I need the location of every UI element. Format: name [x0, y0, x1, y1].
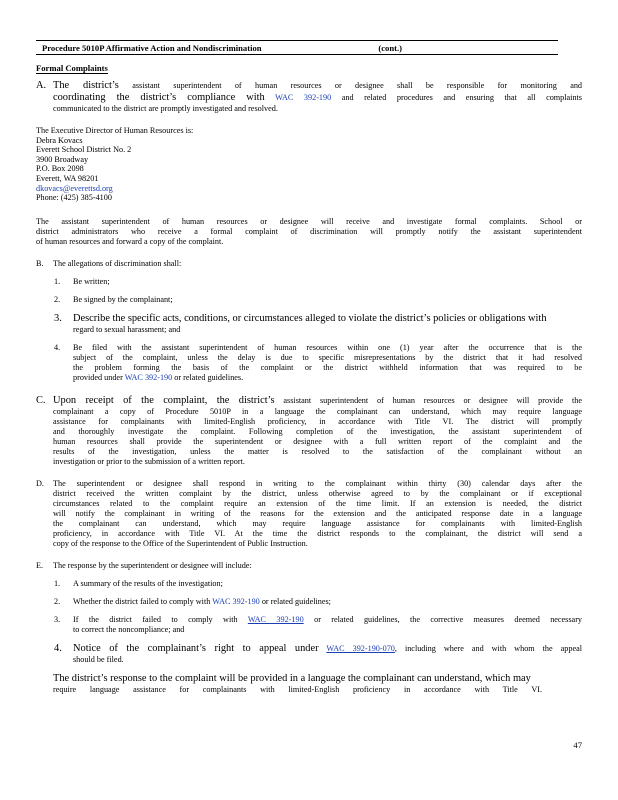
section-title: Formal Complaints	[36, 63, 108, 73]
section-d-label: D.	[36, 478, 44, 488]
receive-paragraph	[36, 217, 582, 247]
contact-street: 3900 Broadway	[36, 154, 89, 164]
section-d-line2: district received the written complaint by the district, unless otherwise agreed to by the complainant or if exceptional	[53, 488, 582, 498]
list-line: to correct the noncompliance; and	[73, 624, 185, 634]
section-c-line7: investigation or prior to the submission of a written report.	[53, 456, 245, 466]
list-text: Be signed by the complainant;	[73, 294, 173, 304]
list-line: the problem forming the basis of the complaint or the district withheld information that was required to be	[73, 362, 582, 372]
list-number: 3.	[54, 614, 61, 624]
list-item	[54, 615, 582, 635]
section-c-line5: human resources shall provide the superintendent or designee with a full written report of the complaint and the	[53, 436, 582, 446]
list-line: Be filed with the assistant superintendent of human resources within one (1) year after the occurrence that is the	[73, 342, 582, 352]
wac-link[interactable]: WAC 392-190	[247, 614, 304, 624]
list-item	[54, 277, 582, 287]
list-text-bold: Notice of the complainant’s right to appeal under	[73, 642, 319, 654]
section-d-line6: proficiency, in accordance with Title VI. At the time the district responds to the complainant, the district will send a	[53, 528, 582, 538]
list-item	[54, 295, 582, 305]
receive-line1: The assistant superintendent of human resources or designee will receive and investigate formal complaints. School or	[36, 216, 582, 226]
document-page	[36, 40, 582, 695]
contact-name: Debra Kovacs	[36, 135, 83, 145]
receive-line3: of human resources and forward a copy of the complaint.	[36, 236, 224, 246]
section-c-line4: and thoroughly investigate the complaint. Following completion of the investigation, the assistant superintendent of	[53, 426, 582, 436]
page-number: 47	[573, 740, 582, 750]
section-c-label: C.	[36, 394, 46, 406]
list-text: A summary of the results of the investigation;	[73, 578, 223, 588]
continued-label: (cont.)	[378, 43, 402, 53]
contact-org: Everett School District No. 2	[36, 145, 132, 155]
section-e-label: E.	[36, 560, 44, 570]
section-b-intro: The allegations of discrimination shall:	[53, 258, 182, 268]
section-c-line6: results of the investigation, unless the matter is resolved to the satisfaction of the complainant without an	[53, 446, 582, 456]
section-a-line2: and related procedures and ensuring that all complaints	[341, 93, 582, 102]
contact-email-link[interactable]: dkovacs@everettsd.org	[36, 183, 113, 193]
list-line: should be filed.	[73, 654, 124, 664]
section-c	[36, 395, 582, 467]
list-line: provided under	[73, 372, 123, 382]
list-number: 1.	[54, 276, 61, 286]
contact-intro: The Executive Director of Human Resources is:	[36, 126, 194, 135]
section-a-line1: assistant superintendent of human resources or designee shall be responsible for monitoring and	[132, 81, 583, 90]
section-d-line7: copy of the response to the Office of the Superintendent of Public Instruction.	[53, 538, 308, 548]
section-a	[36, 80, 582, 114]
section-d-line5: the complainant can understand, which may require language assistance for complainants with limited-English	[53, 518, 582, 528]
section-a-line3: communicated to the district are promptly investigated and resolved.	[53, 104, 278, 113]
contact-box: P.O. Box 2098	[36, 164, 84, 174]
wac-link[interactable]: WAC 392-190	[212, 596, 260, 606]
list-text: Whether the district failed to comply with	[73, 596, 211, 606]
section-c-line2: complainant a copy of Procedure 5010P in a language the complainant can understand, which may require language	[53, 406, 582, 416]
section-e	[36, 561, 582, 571]
procedure-title: Procedure 5010P Affirmative Action and Nondiscrimination	[42, 43, 262, 53]
section-c-line1: assistant superintendent of human resources or designee will provide the	[283, 395, 582, 405]
section-a-label: A.	[36, 80, 47, 91]
wac-link[interactable]: WAC 392-190	[275, 93, 332, 102]
wac-link[interactable]: WAC 392-190-070	[326, 643, 395, 653]
contact-block	[36, 126, 582, 203]
list-text-bold: Describe the specific acts, conditions, or circumstances alleged to violate the district’s policies or obligations with	[73, 312, 547, 324]
list-text: or related guidelines, the corrective measures deemed necessary	[314, 614, 583, 624]
section-c-line3: assistance for complainants with limited-English proficiency, in accordance with Title VI. The district will promptly	[53, 416, 582, 426]
list-text: or related guidelines;	[261, 596, 331, 606]
list-item	[54, 597, 582, 607]
contact-city: Everett, WA 98201	[36, 173, 99, 183]
list-number: 2.	[54, 294, 61, 304]
list-number: 2.	[54, 596, 61, 606]
list-number: 1.	[54, 578, 61, 588]
list-line: subject of the complaint, unless the delay is due to specific misrepresentations by the district that it had resolved	[73, 352, 582, 362]
section-c-lead: Upon receipt of the complaint, the district’s	[53, 394, 275, 406]
contact-phone: Phone: (425) 385-4100	[36, 193, 112, 203]
list-item	[54, 313, 582, 335]
list-item	[54, 343, 582, 383]
wac-link[interactable]: WAC 392-190	[124, 372, 173, 382]
section-b-label: B.	[36, 258, 44, 268]
list-item	[54, 643, 582, 665]
section-d-line1: The superintendent or designee shall respond in writing to the complainant within thirty (30) calendar days after the	[53, 478, 582, 488]
section-a-lead: The district’s	[53, 80, 119, 91]
section-a-bold: coordinating the district’s compliance with	[53, 92, 265, 103]
list-text: Be written;	[73, 276, 110, 286]
list-text: regard to sexual harassment; and	[73, 324, 181, 334]
list-number: 3.	[54, 312, 62, 324]
list-number: 4.	[54, 342, 61, 352]
list-number: 4.	[54, 642, 62, 654]
receive-line2: district administrators who receive a formal complaint of discrimination will promptly notify the assistant superintendent	[36, 226, 582, 236]
section-d	[36, 479, 582, 549]
list-line: or related guidelines.	[174, 372, 244, 382]
section-e-intro: The response by the superintendent or designee will include:	[53, 560, 252, 570]
list-item	[54, 579, 582, 589]
closing-line1: The district’s response to the complaint will be provided in a language the complainant can understand, which may	[53, 672, 531, 684]
section-d-line4: will notify the complainant in writing of the reasons for the extension and the anticipated response date in a language	[53, 508, 582, 518]
section-b	[36, 259, 582, 269]
section-d-line3: circumstances related to the complaint require an extension of the time limit. If an extension is needed, the district	[53, 498, 582, 508]
list-text: , including where and with whom the appeal	[394, 643, 582, 653]
procedure-header	[36, 40, 558, 55]
list-text: If the district failed to comply with	[73, 614, 238, 624]
closing-line2: require language assistance for complainants with limited-English proficiency in accordance with Title VI.	[53, 684, 542, 694]
closing-paragraph	[53, 673, 582, 695]
